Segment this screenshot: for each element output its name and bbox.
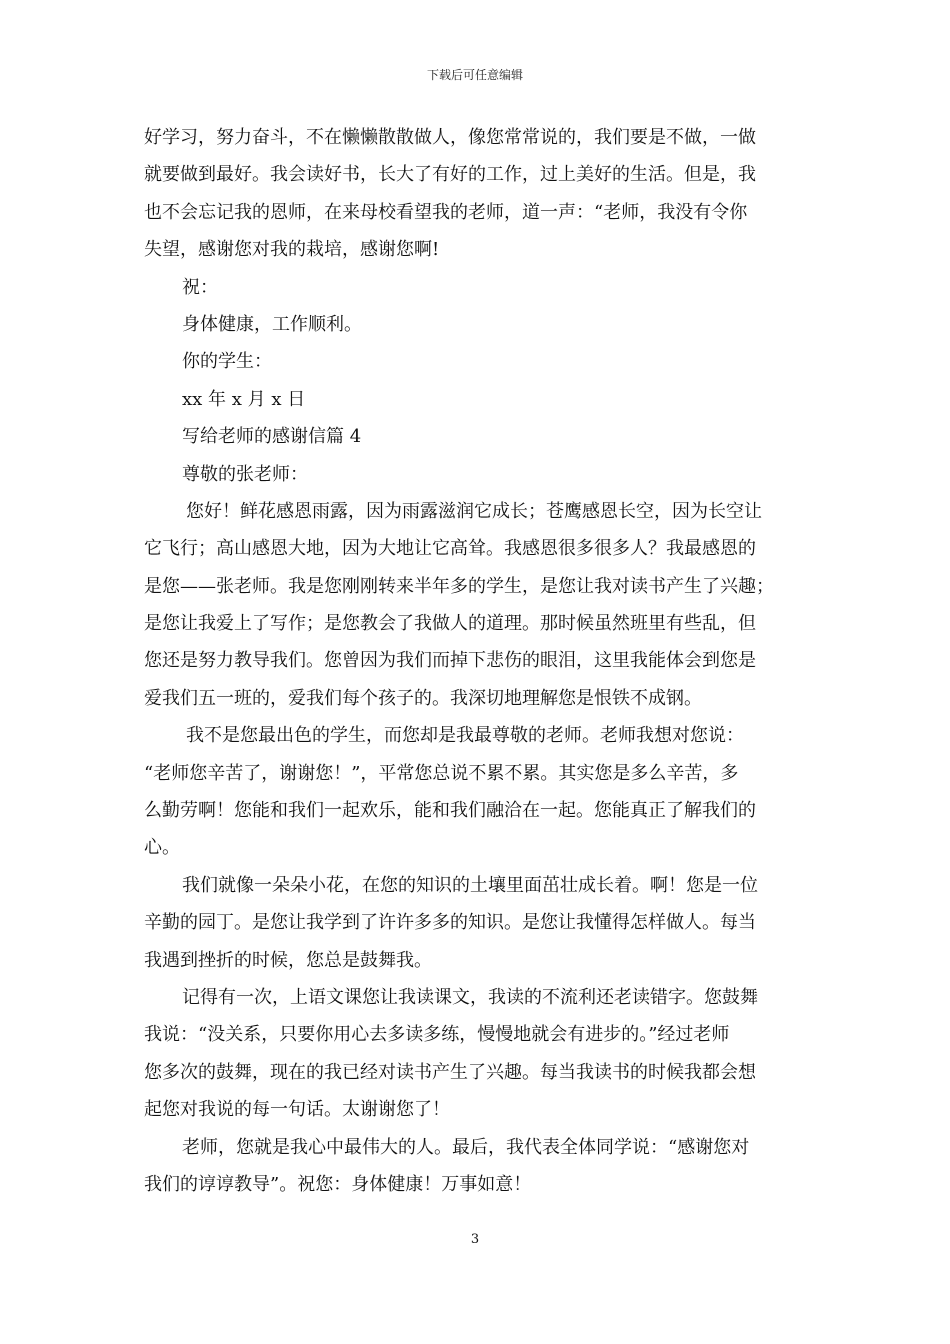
text-line: 您还是努力教导我们。您曾因为我们而掉下悲伤的眼泪，这里我能体会到您是 bbox=[144, 650, 756, 672]
text-line: 是您——张老师。我是您刚刚转来半年多的学生，是您让我对读书产生了兴趣； bbox=[144, 575, 774, 597]
text-line: 心。 bbox=[144, 837, 180, 859]
text-line: 辛勤的园丁。是您让我学到了许许多多的知识。是您让我懂得怎样做人。每当 bbox=[144, 912, 756, 934]
text-line: 么勤劳啊！您能和我们一起欢乐，能和我们融洽在一起。您能真正了解我们的 bbox=[144, 800, 756, 822]
text-line: 老师，您就是我心中最伟大的人。最后，我代表全体同学说：“感谢您对 bbox=[182, 1136, 750, 1158]
text-line: 身体健康，工作顺利。 bbox=[182, 313, 362, 335]
text-line: 起您对我说的每一句话。太谢谢您了！ bbox=[144, 1099, 450, 1121]
page-header: 下载后可任意编辑 bbox=[426, 68, 523, 82]
text-line: 我们的谆谆教导”。祝您：身体健康！万事如意！ bbox=[144, 1173, 532, 1195]
text-line: 我不是您最出色的学生，而您却是我最尊敬的老师。老师我想对您说： bbox=[186, 725, 744, 747]
text-line: 好学习，努力奋斗，不在懒懒散散做人，像您常常说的，我们要是不做，一做 bbox=[144, 127, 756, 148]
text-line: 爱我们五一班的，爱我们每个孩子的。我深切地理解您是恨铁不成钢。 bbox=[144, 687, 702, 709]
salutation: 尊敬的张老师： bbox=[182, 463, 308, 485]
text-line: 祝： bbox=[182, 276, 218, 298]
page-number: 3 bbox=[470, 1232, 480, 1247]
text-line: “老师您辛苦了，谢谢您！”，平常您总说不累不累。其实您是多么辛苦，多 bbox=[144, 762, 739, 784]
section-title: 写给老师的感谢信篇 4 bbox=[182, 426, 362, 448]
text-line: 您多次的鼓舞，现在的我已经对读书产生了兴趣。每当我读书的时候我都会想 bbox=[144, 1061, 756, 1083]
text-line: 我说：“没关系，只要你用心去多读多练，慢慢地就会有进步的。”经过老师 bbox=[144, 1024, 730, 1046]
text-line: 它飞行；高山感恩大地，因为大地让它高耸。我感恩很多很多人？我最感恩的 bbox=[144, 538, 756, 560]
text-line: xx 年 x 月 x 日 bbox=[182, 388, 306, 410]
document-body bbox=[144, 119, 808, 1203]
text-line: 也不会忘记我的恩师，在来母校看望我的老师，道一声：“老师，我没有令你 bbox=[144, 201, 748, 223]
text-line: 您好！鲜花感恩雨露，因为雨露滋润它成长；苍鹰感恩长空，因为长空让 bbox=[186, 500, 762, 522]
text-line: 失望，感谢您对我的栽培，感谢您啊! bbox=[144, 239, 440, 261]
text-line: 你的学生： bbox=[182, 351, 272, 373]
text-line: 我遇到挫折的时候，您总是鼓舞我。 bbox=[144, 949, 432, 971]
text-line: 就要做到最好。我会读好书，长大了有好的工作，过上美好的生活。但是，我 bbox=[144, 164, 756, 186]
text-line: 记得有一次，上语文课您让我读课文，我读的不流利还老读错字。您鼓舞 bbox=[182, 986, 758, 1008]
text-line: 是您让我爱上了写作；是您教会了我做人的道理。那时候虽然班里有些乱，但 bbox=[144, 613, 756, 635]
text-line: 我们就像一朵朵小花，在您的知识的土壤里面茁壮成长着。啊！您是一位 bbox=[182, 874, 758, 896]
